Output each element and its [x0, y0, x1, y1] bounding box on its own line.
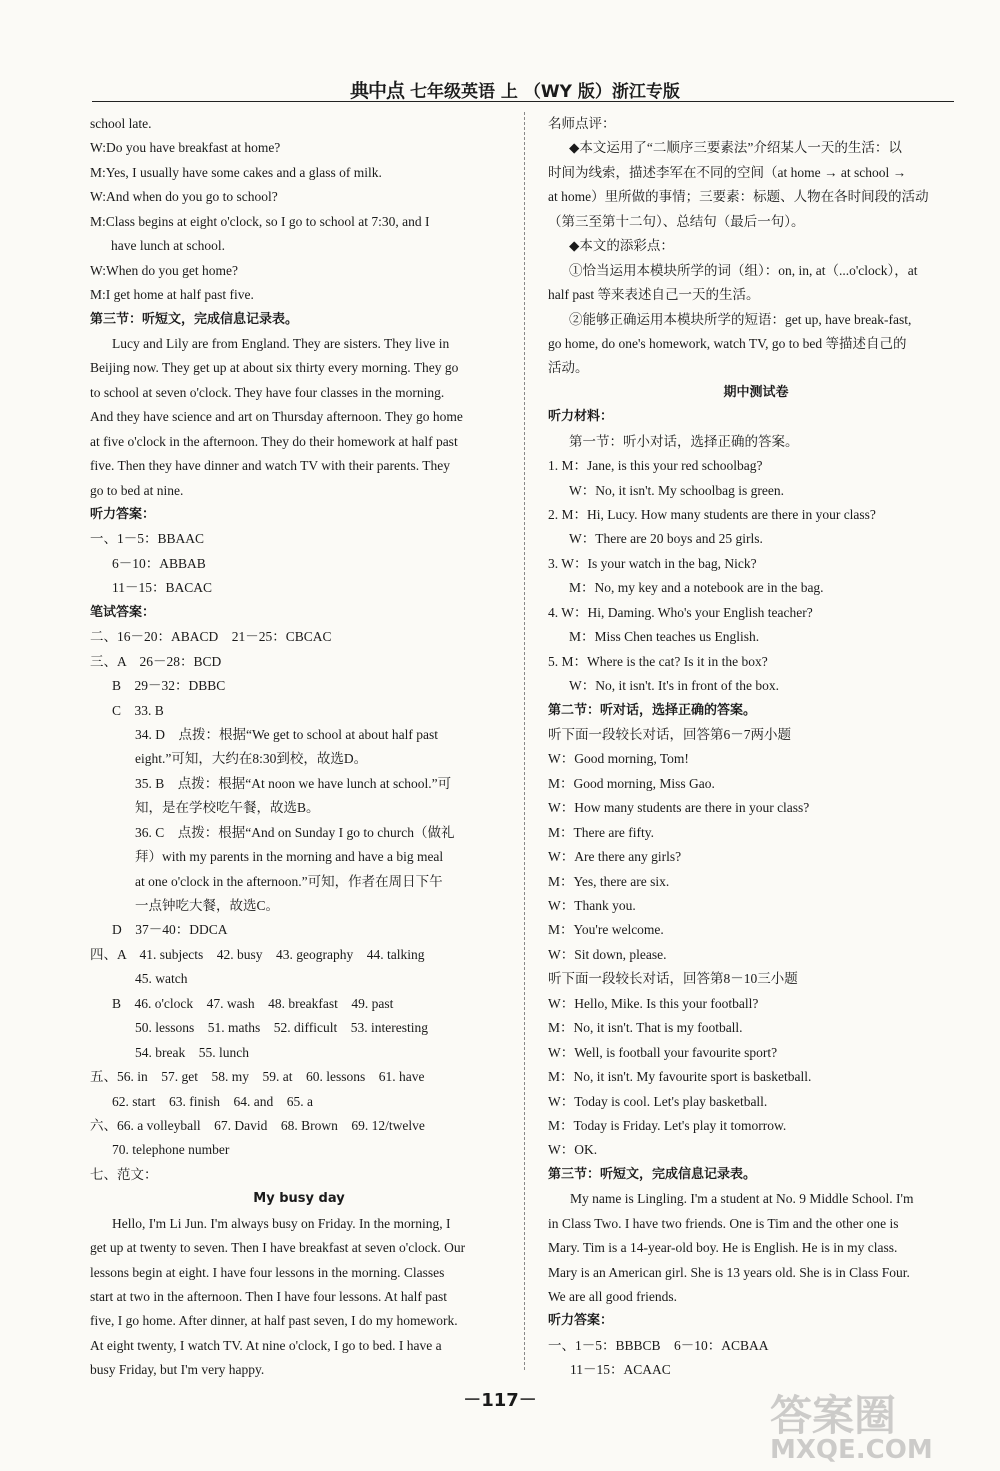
- text-line: Lucy and Lily are from England. They are sisters. They live in: [112, 335, 450, 351]
- text-line: Hello, I'm Li Jun. I'm always busy on Friday. In the morning, I: [112, 1215, 451, 1231]
- text-line: 名师点评：: [548, 116, 616, 131]
- text-line: eight.”可知，大约在8:30到校，故选D。: [135, 751, 368, 767]
- text-line: W:Do you have breakfast at home?: [90, 140, 281, 156]
- text-line: lessons begin at eight. I have four lessons in the morning. Classes: [90, 1264, 445, 1280]
- text-line: 五、56. in 57. get 58. my 59. at 60. lessons 61. have: [90, 1069, 425, 1085]
- text-line: M：Miss Chen teaches us English.: [569, 629, 760, 645]
- header-rule: [92, 101, 954, 102]
- text-line: M:I get home at half past five.: [90, 287, 254, 303]
- text-line: At eight twenty, I watch TV. At nine o'clock, I go to bed. I have a: [90, 1337, 442, 1353]
- text-line: W：OK.: [548, 1142, 598, 1158]
- text-line: W：Good morning, Tom!: [548, 751, 689, 767]
- text-line: 11－15：BACAC: [112, 580, 213, 596]
- text-line: Mary. Tim is a 14-year-old boy. He is English. He is in my class.: [548, 1240, 898, 1256]
- text-line: W：Sit down, please.: [548, 946, 667, 962]
- text-line: 11－15：ACAAC: [570, 1362, 671, 1378]
- text-line: 第三节：听短文，完成信息记录表。: [548, 1166, 757, 1182]
- text-line: M：Yes, there are six.: [548, 873, 670, 889]
- text-line: 一点钟吃大餐，故选C。: [135, 898, 280, 913]
- text-line: 2. M：Hi, Lucy. How many students are there in your class?: [548, 507, 876, 522]
- text-line: 36. C 点拨：根据“And on Sunday I go to church（做礼: [135, 824, 455, 840]
- text-line: ◆本文的添彩点：: [569, 238, 674, 254]
- text-line: W：Thank you.: [548, 898, 636, 913]
- text-line: M：There are fifty.: [548, 824, 654, 840]
- text-line: B 29－32：DBBC: [112, 678, 226, 694]
- text-line: 听力答案：: [548, 1313, 614, 1329]
- text-line: 第一节：听小对话，选择正确的答案。: [569, 433, 799, 449]
- text-line: ◆本文运用了“二顺序三要素法”介绍某人一天的生活：以: [569, 140, 902, 156]
- text-line: five, I go home. After dinner, at half past seven, I do my homework.: [90, 1313, 458, 1329]
- text-line: busy Friday, but I'm very happy.: [90, 1362, 265, 1378]
- text-line: 54. break 55. lunch: [135, 1044, 249, 1060]
- text-line: 听下面一段较长对话，回答第8－10三小题: [548, 971, 798, 987]
- text-line: M:Class begins at eight o'clock, so I go to school at 7:30, and I: [90, 213, 430, 229]
- text-line: 50. lessons 51. maths 52. difficult 53. interesting: [135, 1020, 428, 1036]
- text-line: W：How many students are there in your class?: [548, 800, 810, 816]
- text-line: W：There are 20 boys and 25 girls.: [569, 531, 763, 547]
- text-line: （第三至第十二句）、总结句（最后一句）。: [548, 213, 805, 229]
- text-line: M:Yes, I usually have some cakes and a glass of milk.: [90, 164, 382, 180]
- text-line: 二、16－20：ABACD 21－25：CBCAC: [90, 629, 332, 645]
- brand-logo: 典中点: [350, 80, 405, 102]
- text-line: D 37－40：DDCA: [112, 922, 228, 938]
- text-line: M：Good morning, Miss Gao.: [548, 775, 715, 791]
- text-line: W：Are there any girls?: [548, 849, 682, 865]
- text-line: to school at seven o'clock. They have four classes in the morning.: [90, 384, 445, 400]
- text-line: We are all good friends.: [548, 1289, 677, 1304]
- text-line: My name is Lingling. I'm a student at No. 9 Middle School. I'm: [570, 1191, 914, 1207]
- text-line: W:When do you get home?: [90, 262, 238, 278]
- text-line: M：No, my key and a notebook are in the bag.: [569, 580, 824, 596]
- text-line: M：No, it isn't. That is my football.: [548, 1020, 743, 1036]
- text-line: W:And when do you go to school?: [90, 189, 278, 205]
- text-line: W：Well, is football your favourite sport?: [548, 1044, 778, 1060]
- text-line: Beijing now. They get up at about six thirty every morning. They go: [90, 360, 459, 376]
- text-line: 期中测试卷: [723, 384, 789, 400]
- text-line: W：Today is cool. Let's play basketball.: [548, 1093, 768, 1109]
- text-line: 拜）with my parents in the morning and have a big meal: [135, 849, 444, 865]
- text-line: ②能够正确运用本模块所学的短语：get up, have break-fast,: [569, 311, 912, 327]
- right-column: [548, 112, 964, 1383]
- text-line: start at two in the afternoon. Then I have four lessons. At half past: [90, 1289, 448, 1304]
- text-line: 听力答案：: [90, 507, 156, 522]
- text-line: 一、1－5：BBBCB 6－10：ACBAA: [548, 1337, 769, 1353]
- text-line: five. Then they have dinner and watch TV with their parents. They: [90, 458, 451, 474]
- text-line: 笔试答案：: [90, 604, 156, 620]
- text-line: at five o'clock in the afternoon. They do their homework at half past: [90, 433, 458, 449]
- text-line: 34. D 点拨：根据“We get to school at about half past: [135, 726, 438, 742]
- text-line: W：No, it isn't. My schoolbag is green.: [569, 482, 785, 498]
- text-line: have lunch at school.: [111, 238, 225, 254]
- text-line: Mary is an American girl. She is 13 years old. She is in Class Four.: [548, 1264, 910, 1280]
- left-column: [90, 112, 508, 1383]
- text-line: W：Hello, Mike. Is this your football?: [548, 995, 759, 1011]
- text-line: ①恰当运用本模块所学的词（组）：on, in, at（...o'clock），at: [569, 262, 918, 278]
- text-line: 一、1－5：BBAAC: [90, 531, 205, 547]
- text-line: 第二节：听对话，选择正确的答案。: [548, 702, 757, 718]
- text-line: 七、范文：: [90, 1166, 158, 1182]
- text-line: B 46. o'clock 47. wash 48. breakfast 49. past: [112, 995, 394, 1011]
- text-line: 3. W：Is your watch in the bag, Nick?: [548, 555, 757, 571]
- text-line: 六、66. a volleyball 67. David 68. Brown 69. 12/twelve: [90, 1117, 425, 1133]
- text-line: in Class Two. I have two friends. One is Tim and the other one is: [548, 1215, 899, 1231]
- text-line: go home, do one's homework, watch TV, go to bed 等描述自己的: [548, 335, 907, 351]
- text-line: school late.: [90, 116, 152, 131]
- text-line: 4. W：Hi, Daming. Who's your English teacher?: [548, 604, 813, 620]
- text-line: 45. watch: [135, 971, 188, 987]
- text-line: at home）里所做的事情；三要素：标题、人物在各时间段的活动: [548, 189, 929, 205]
- text-line: 第三节：听短文，完成信息记录表。: [90, 311, 299, 327]
- text-line: W：No, it isn't. It's in front of the box.: [569, 678, 779, 694]
- text-line: 三、A 26－28：BCD: [90, 653, 222, 669]
- page-header: [92, 76, 954, 102]
- page-number: －117－: [463, 1390, 537, 1411]
- text-line: half past 等来表述自己一天的生活。: [548, 287, 760, 303]
- text-line: 听力材料：: [548, 409, 614, 425]
- text-line: M：No, it isn't. My favourite sport is basketball.: [548, 1069, 812, 1085]
- text-line: 6－10：ABBAB: [112, 555, 206, 571]
- text-line: at one o'clock in the afternoon.”可知，作者在周日下午: [135, 873, 443, 889]
- column-divider: [524, 112, 525, 1370]
- text-line: And they have science and art on Thursday afternoon. They go home: [90, 409, 463, 425]
- text-line: 70. telephone number: [112, 1142, 230, 1158]
- watermark-text: 答案圈: [770, 1391, 897, 1440]
- text-line: 活动。: [548, 360, 589, 376]
- watermark-url: MXQE.COM: [770, 1435, 933, 1465]
- watermark-logo: [770, 1383, 970, 1465]
- text-line: 听下面一段较长对话，回答第6－7两小题: [548, 726, 791, 742]
- text-line: M：You're welcome.: [548, 922, 664, 938]
- text-line: 四、A 41. subjects 42. busy 43. geography 44. talking: [90, 946, 425, 962]
- text-line: C 33. B: [112, 702, 164, 718]
- header-title: 七年级英语 上 （WY 版）浙江专版: [410, 82, 680, 102]
- text-line: 5. M：Where is the cat? Is it in the box?: [548, 653, 768, 669]
- text-line: 知，是在学校吃午餐，故选B。: [135, 800, 320, 816]
- text-line: My busy day: [253, 1191, 345, 1207]
- text-line: go to bed at nine.: [90, 482, 184, 498]
- text-line: 时间为线索，描述李军在不同的空间（at home → at school →: [548, 164, 907, 180]
- text-line: 1. M：Jane, is this your red schoolbag?: [548, 458, 763, 474]
- text-line: get up at twenty to seven. Then I have breakfast at seven o'clock. Our: [90, 1240, 466, 1256]
- text-line: 35. B 点拨：根据“At noon we have lunch at school.”可: [135, 775, 452, 791]
- text-line: 62. start 63. finish 64. and 65. a: [112, 1093, 313, 1109]
- text-line: M：Today is Friday. Let's play it tomorrow.: [548, 1117, 787, 1133]
